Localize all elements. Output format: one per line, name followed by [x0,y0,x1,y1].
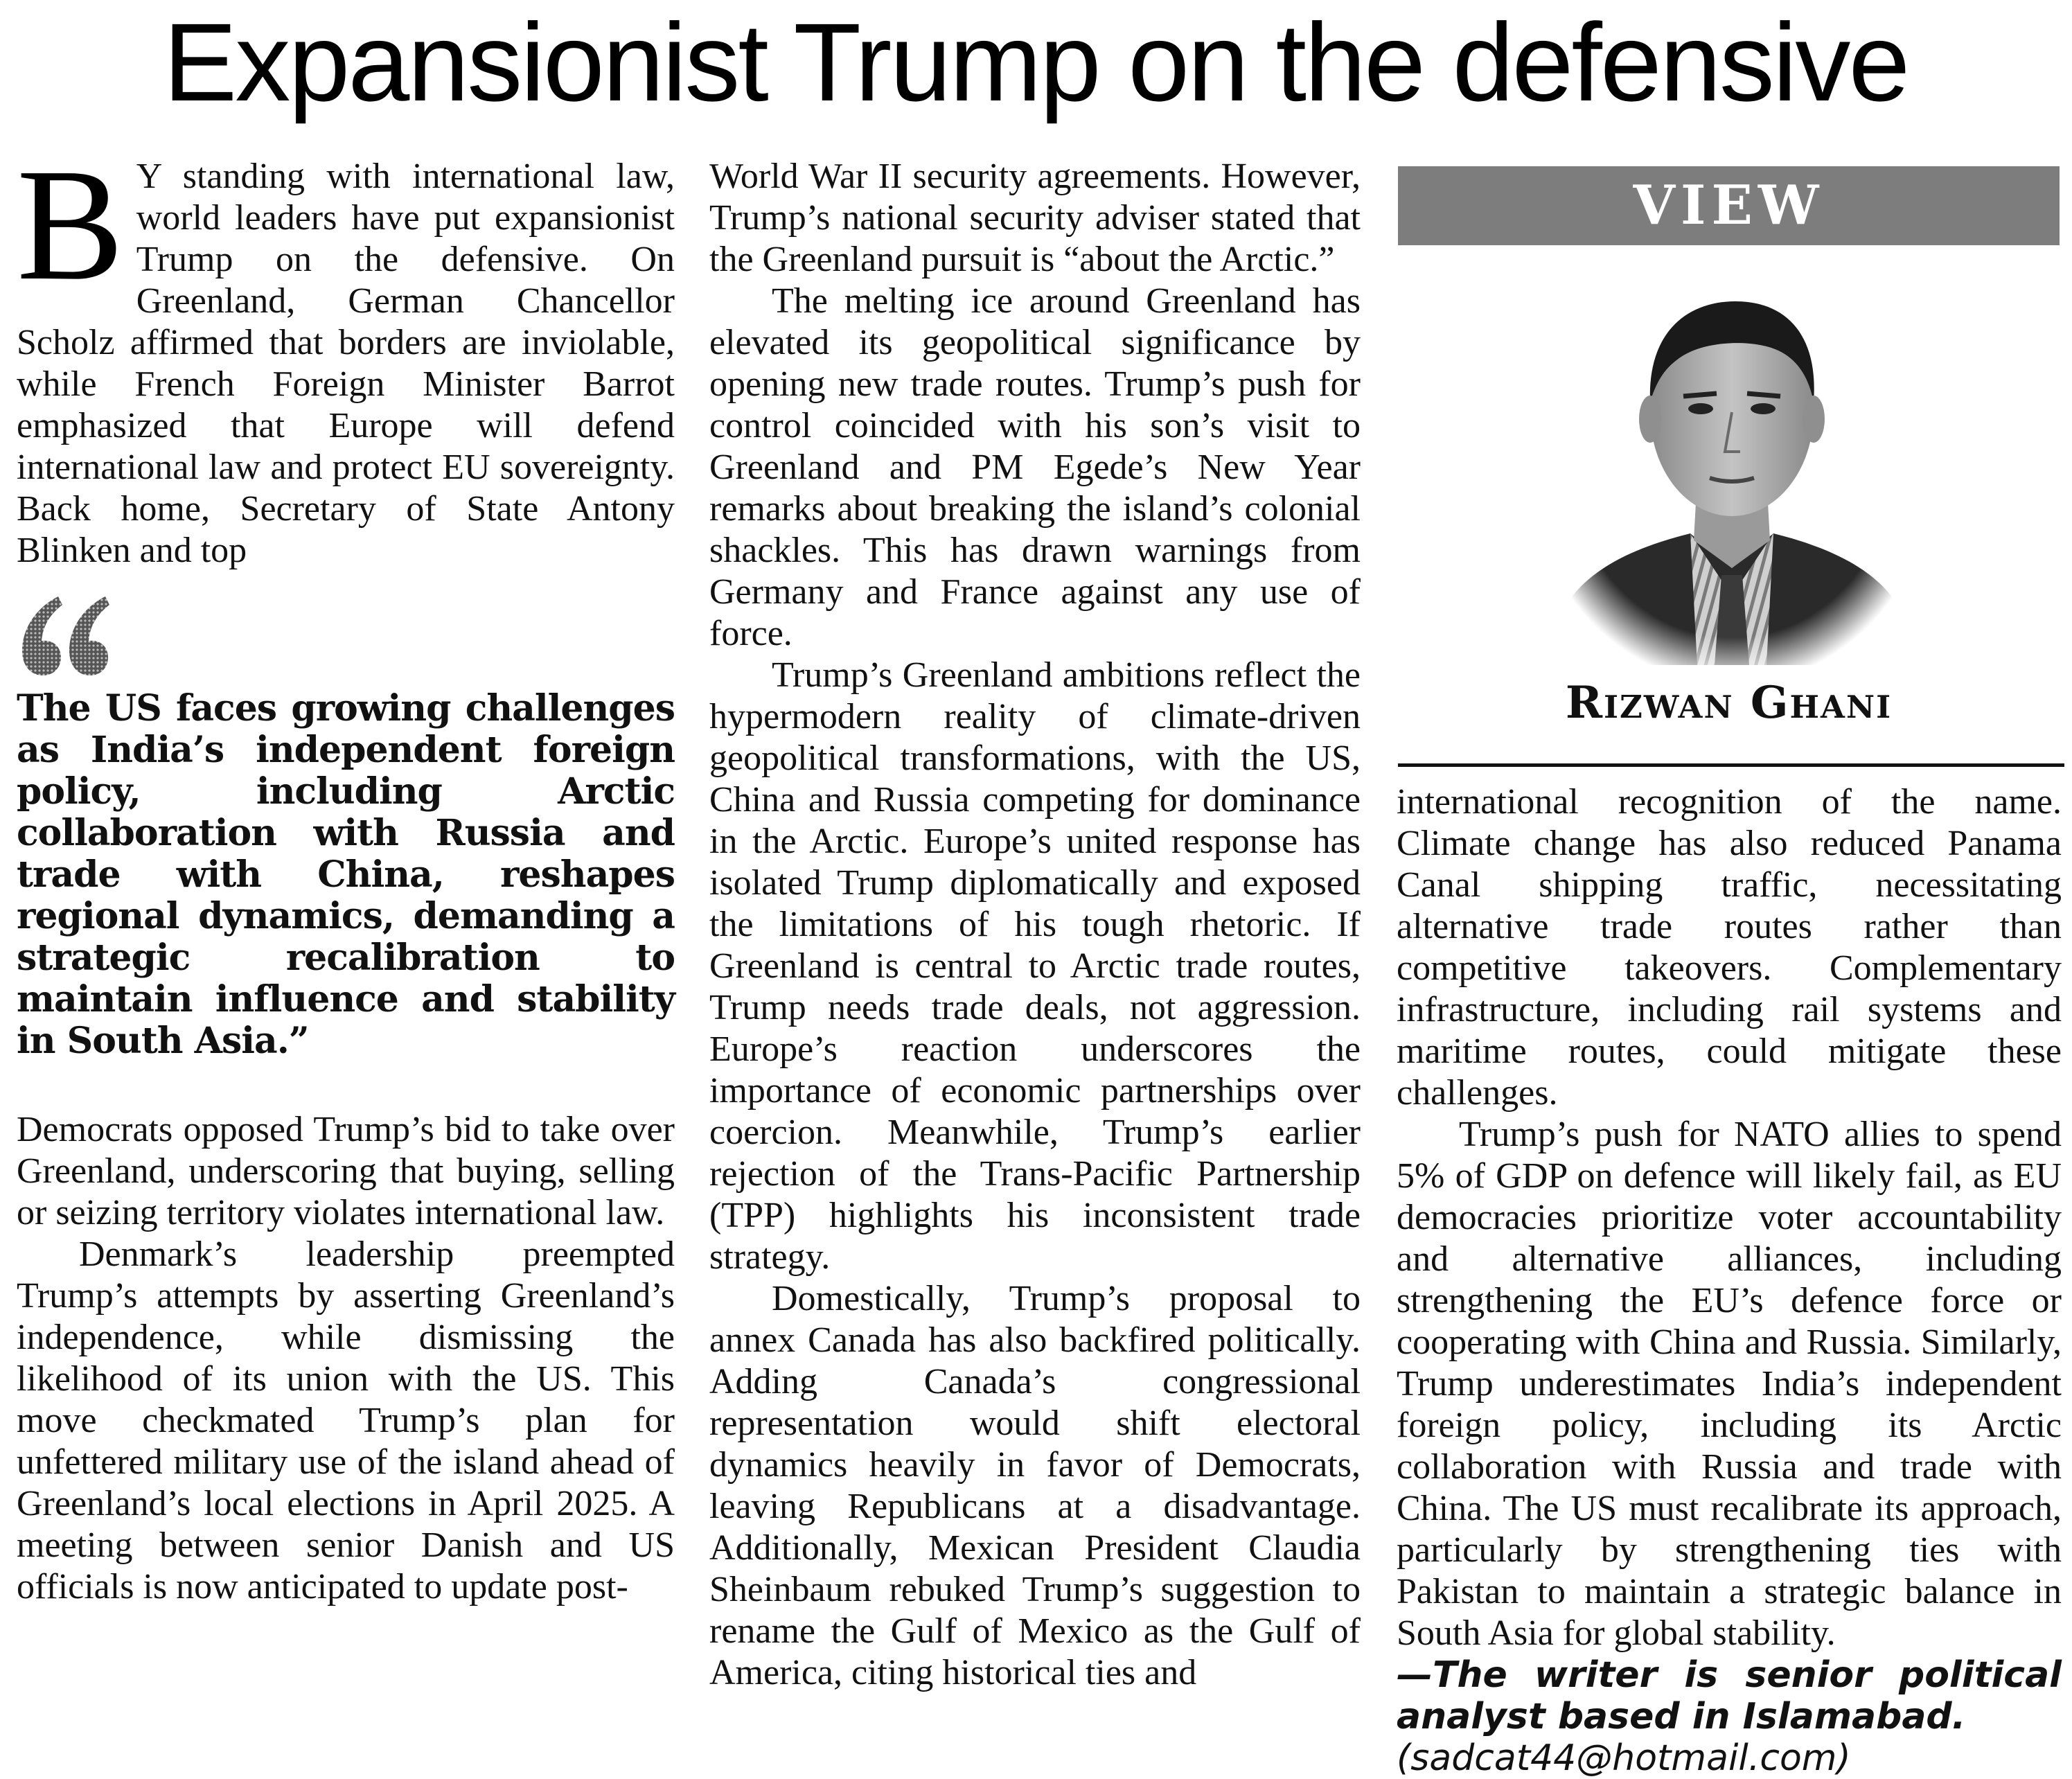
paragraph: Denmark’s leadership preempted Trump’s attempts by asserting Greenland’s independence, while dismissing the likelihood of its union with the US. This move checkmated Trump’s plan for unfettered military use of the island ahead of Greenland’s local elections in April 2025. A meeting between senior Danish and US officials is now anticipated to update post- [17,1234,675,1607]
author-name: Rizwan Ghani [1565,677,1893,729]
column-2 [709,156,1361,1694]
author-email: (sadcat44@hotmail.com) [1397,1737,1851,1779]
lead-paragraph-block [17,136,675,572]
paragraph: international recognition of the name. Climate change has also reduced Panama Canal shipping traffic, necessitating alternative trade routes rather than competitive takeovers. Complementary infrastructure, including rail systems and maritime routes, could mitigate these challenges. [1397,782,2062,1113]
paragraph: World War II security agreements. However, Trump’s national security adviser stated that the Greenland pursuit is “about the Arctic.” [709,157,1361,279]
section-label: VIEW [1398,166,2060,245]
paragraph: Democrats opposed Trump’s bid to take over Greenland, underscoring that buying, selling or seizing territory violates international law. [17,1110,675,1232]
column-3 [1397,781,2062,1779]
column-1 [17,136,675,1608]
open-quote-icon [17,590,114,680]
pull-quote: The US faces growing challenges as India’s independent foreign policy, including Arctic collaboration with Russia and trade with China, reshapes regional dynamics, demanding a strategic recalibration to maintain influence and stability in South Asia.” [17,687,675,1062]
drop-cap: B [17,136,124,314]
lead-paragraph: Y standing with international law, world leaders have put expansionist Trump on the defensive. On Greenland, German Chancellor Scholz affirmed that borders are inviolable, while French Foreign Minister Barrot emphasized that Europe will defend international law and protect EU sovereignty. Back home, Secretary of State Antony Blinken and top [17,157,675,570]
paragraph: The melting ice around Greenland has elevated its geopolitical significance by opening new trade routes. Trump’s push for control coincided with his son’s visit to Greenland and PM Egede’s New Year remarks about breaking the island’s colonial shackles. This has drawn warnings from Germany and France against any use of force. [709,281,1361,653]
author-photo [1559,270,1905,665]
paragraph: Trump’s Greenland ambitions reflect the hypermodern reality of climate-driven geopolitical transformations, with the US, China and Russia competing for dominance in the Arctic. Europe’s united response has isolated Trump diplomatically and exposed the limitations of his tough rhetoric. If Greenland is central to Arctic trade routes, Trump needs trade deals, not aggression. Europe’s reaction underscores the importance of economic partnerships over coercion. Meanwhile, Trump’s earlier rejection of the Trans-Pacific Partnership (TPP) highlights his inconsistent trade strategy. [709,655,1361,1277]
paragraph: Trump’s push for NATO allies to spend 5% of GDP on defence will likely fail, as EU democracies prioritize voter accountability and alternative alliances, including strengthening the EU’s defence force or cooperating with China and Russia. Similarly, Trump underestimates India’s independent foreign policy, including its Arctic collaboration with Russia and trade with China. The US must recalibrate its approach, particularly by strengthening ties with Pakistan to maintain a strategic balance in South Asia for global stability. [1397,1115,2062,1653]
headline: Expansionist Trump on the defensive [163,0,1909,124]
paragraph: Domestically, Trump’s proposal to annex Canada has also backfired politically. Adding Canada’s congressional representation would shift electoral dynamics heavily in favor of Democrats, leaving Republicans at a disadvantage. Additionally, Mexican President Claudia Sheinbaum rebuked Trump’s suggestion to rename the Gulf of Mexico as the Gulf of America, citing historical ties and [709,1279,1361,1692]
author-bio: —The writer is senior political analyst based in Islamabad. [1397,1654,2062,1737]
divider-rule [1398,763,2064,767]
